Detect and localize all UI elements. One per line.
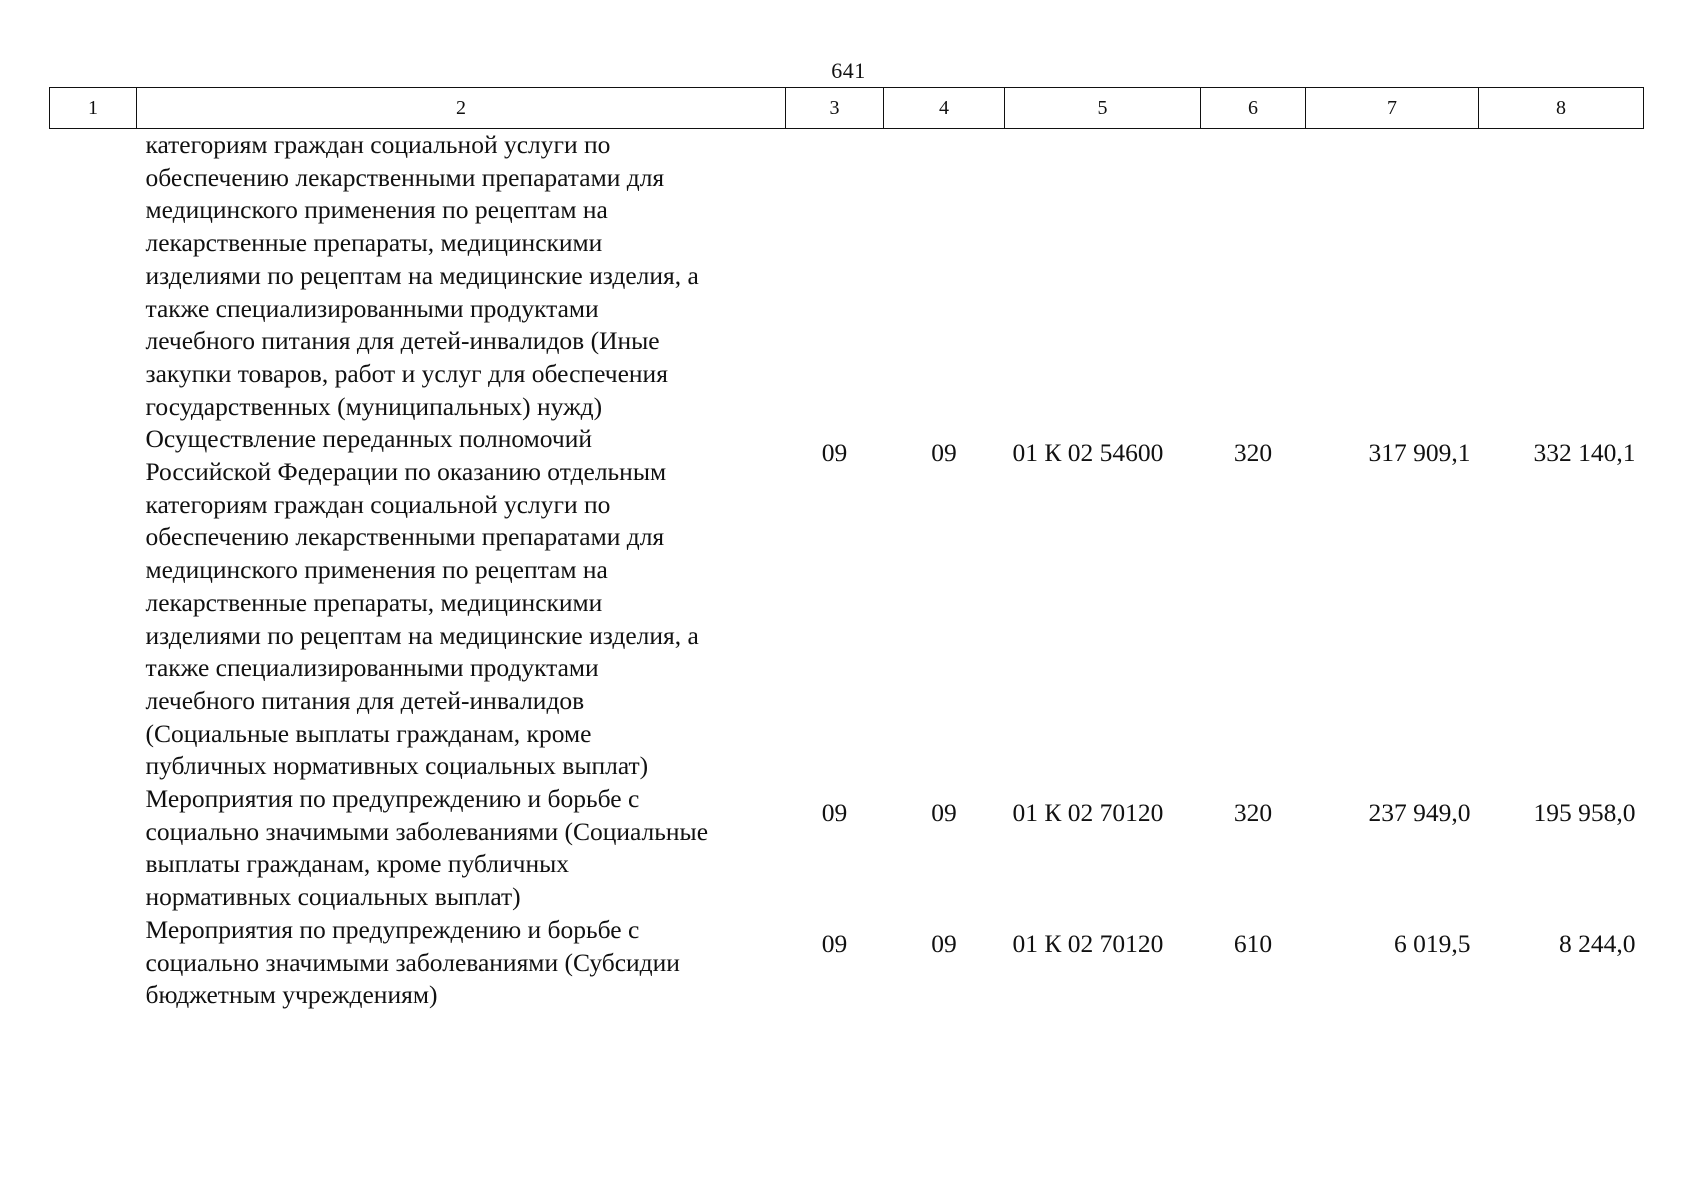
- row-subsection: [884, 129, 1005, 424]
- row-amount-1: 6 019,5: [1394, 928, 1471, 958]
- row-amount-2: 332 140,1: [1533, 438, 1636, 468]
- row-amount-1: [1306, 129, 1479, 424]
- table-body: [50, 129, 1644, 1012]
- row-subsection: 09: [931, 438, 957, 468]
- row-amount-2: 8 244,0: [1559, 928, 1636, 958]
- row-subsection: 09: [931, 798, 957, 828]
- table-row: [50, 129, 1644, 424]
- row-amount-1: 237 949,0: [1368, 798, 1471, 828]
- column-header-5: 5: [1005, 88, 1201, 129]
- column-header-3: 3: [786, 88, 884, 129]
- row-description: Осуществление переданных полномочий Российской Федерации по оказанию отдельным категориям граждан социальной услуги по обеспечению лекарственными препаратами для медицинского применения по рецептам на лекарственные препараты, медицинскими изделиями по рецептам на медицинские изделия, а также специализированными продуктами лечебного питания для детей-инвалидов (Социальные выплаты гражданам, кроме публичных нормативных социальных выплат): [145, 424, 699, 781]
- row-code-cell: [50, 783, 137, 914]
- row-code-cell: [50, 914, 137, 1012]
- budget-table: [49, 87, 1644, 1012]
- row-subsection: 09: [931, 928, 957, 958]
- page-number: 641: [831, 58, 866, 83]
- row-section: 09: [821, 438, 848, 468]
- row-target-article: 01 К 02 54600: [1012, 438, 1164, 468]
- table-header: [50, 88, 1644, 129]
- row-expense-type: 320: [1233, 798, 1273, 828]
- column-header-6: 6: [1201, 88, 1306, 129]
- row-description: Мероприятия по предупреждению и борьбе с социально значимыми заболеваниями (Социальные выплаты гражданам, кроме публичных нормативных социальных выплат): [145, 784, 709, 912]
- row-code-cell: [50, 129, 137, 424]
- row-code-cell: [50, 423, 137, 783]
- table-row: [50, 783, 1644, 914]
- row-section: [786, 129, 884, 424]
- column-number-row: [50, 88, 1644, 129]
- row-section: 09: [821, 928, 848, 958]
- row-expense-type: 320: [1233, 438, 1273, 468]
- row-target-article: 01 К 02 70120: [1012, 928, 1164, 958]
- row-section: 09: [821, 798, 848, 828]
- row-expense-type: [1201, 129, 1306, 424]
- row-amount-2: [1479, 129, 1644, 424]
- column-header-8: 8: [1479, 88, 1644, 129]
- column-header-7: 7: [1306, 88, 1479, 129]
- column-header-4: 4: [884, 88, 1005, 129]
- table-row: [50, 423, 1644, 783]
- row-target-article: 01 К 02 70120: [1012, 798, 1164, 828]
- row-description: категориям граждан социальной услуги по обеспечению лекарственными препаратами для медицинского применения по рецептам на лекарственные препараты, медицинскими изделиями по рецептам на медицинские изделия, а также специализированными продуктами лечебного питания для детей-инвалидов (Иные закупки товаров, работ и услуг для обеспечения государственных (муниципальных) нужд): [145, 130, 699, 421]
- column-header-1: 1: [50, 88, 137, 129]
- column-header-2: 2: [137, 88, 786, 129]
- row-target-article: [1005, 129, 1201, 424]
- row-amount-1: 317 909,1: [1368, 438, 1471, 468]
- row-description: Мероприятия по предупреждению и борьбе с социально значимыми заболеваниями (Субсидии бюджетным учреждениям): [145, 914, 680, 1010]
- row-expense-type: 610: [1233, 928, 1273, 958]
- row-amount-2: 195 958,0: [1533, 798, 1636, 828]
- table-row: [50, 914, 1644, 1012]
